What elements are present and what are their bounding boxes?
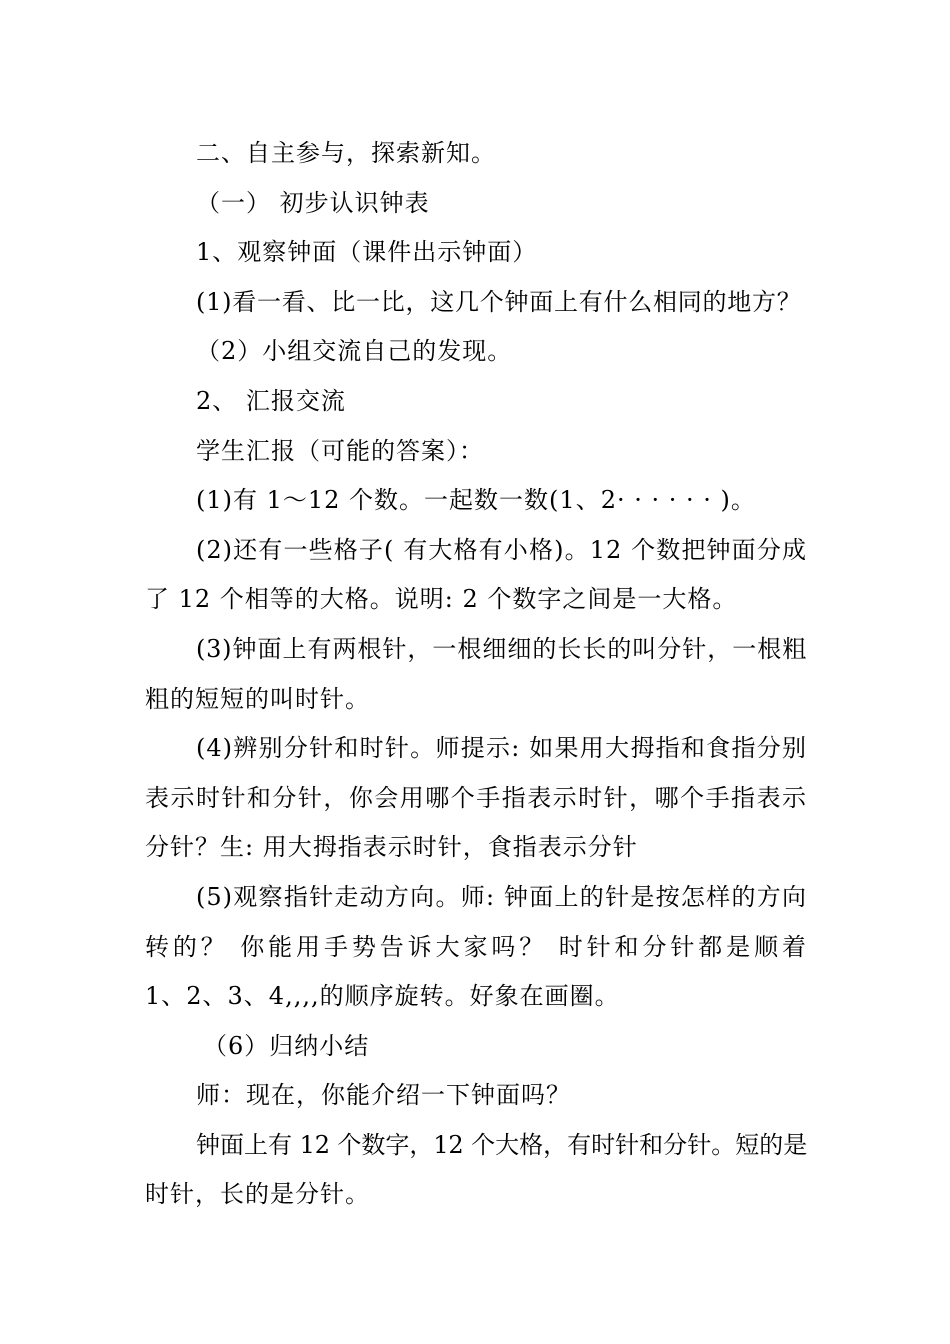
paragraph-line: 时针，长的是分针。: [145, 1180, 370, 1209]
paragraph-line: (1)有 1～12 个数。一起数一数(1、2· · · · · · )。: [196, 486, 756, 515]
step-heading: 1、观察钟面（课件出示钟面）: [196, 238, 538, 267]
paragraph-line: （6）归纳小结: [203, 1031, 370, 1060]
paragraph-line: (2)还有一些格子( 有大格有小格)。12 个数把钟面分成: [196, 535, 807, 564]
section-heading: 二、自主参与，探索新知。: [196, 139, 496, 167]
subsection-heading: （一） 初步认识钟表: [196, 188, 430, 217]
paragraph-line: 表示时针和分针，你会用哪个手指表示时针，哪个手指表示: [145, 783, 807, 812]
step-heading: 2、 汇报交流: [196, 386, 346, 415]
paragraph-line: 了 12 个相等的大格。说明: 2 个数字之间是一大格。: [145, 585, 738, 614]
paragraph-line: 1、2、3、4,,,,的顺序旋转。好象在画圈。: [145, 982, 620, 1011]
paragraph-line: 分针？生: 用大拇指表示时针，食指表示分针: [145, 833, 638, 862]
paragraph-line: 师：现在，你能介绍一下钟面吗？: [196, 1081, 571, 1110]
paragraph-line: （2）小组交流自己的发现。: [196, 337, 513, 366]
paragraph-line: 学生汇报（可能的答案）：: [196, 436, 484, 465]
paragraph-line: 粗的短短的叫时针。: [145, 684, 370, 713]
paragraph-line: (5)观察指针走动方向。师: 钟面上的针是按怎样的方向: [196, 882, 807, 911]
paragraph-line: (4)辨别分针和时针。师提示: 如果用大拇指和食指分别: [196, 734, 807, 763]
paragraph-line: 钟面上有 12 个数字，12 个大格，有时针和分针。短的是: [196, 1130, 807, 1159]
document-body: [145, 129, 807, 1220]
paragraph-line: (3)钟面上有两根针，一根细细的长长的叫分针，一根粗: [196, 634, 807, 663]
paragraph-line: 转的？ 你能用手势告诉大家吗？ 时针和分针都是顺着: [145, 932, 807, 961]
paragraph-line: (1)看一看、比一比，这几个钟面上有什么相同的地方？: [196, 287, 802, 316]
